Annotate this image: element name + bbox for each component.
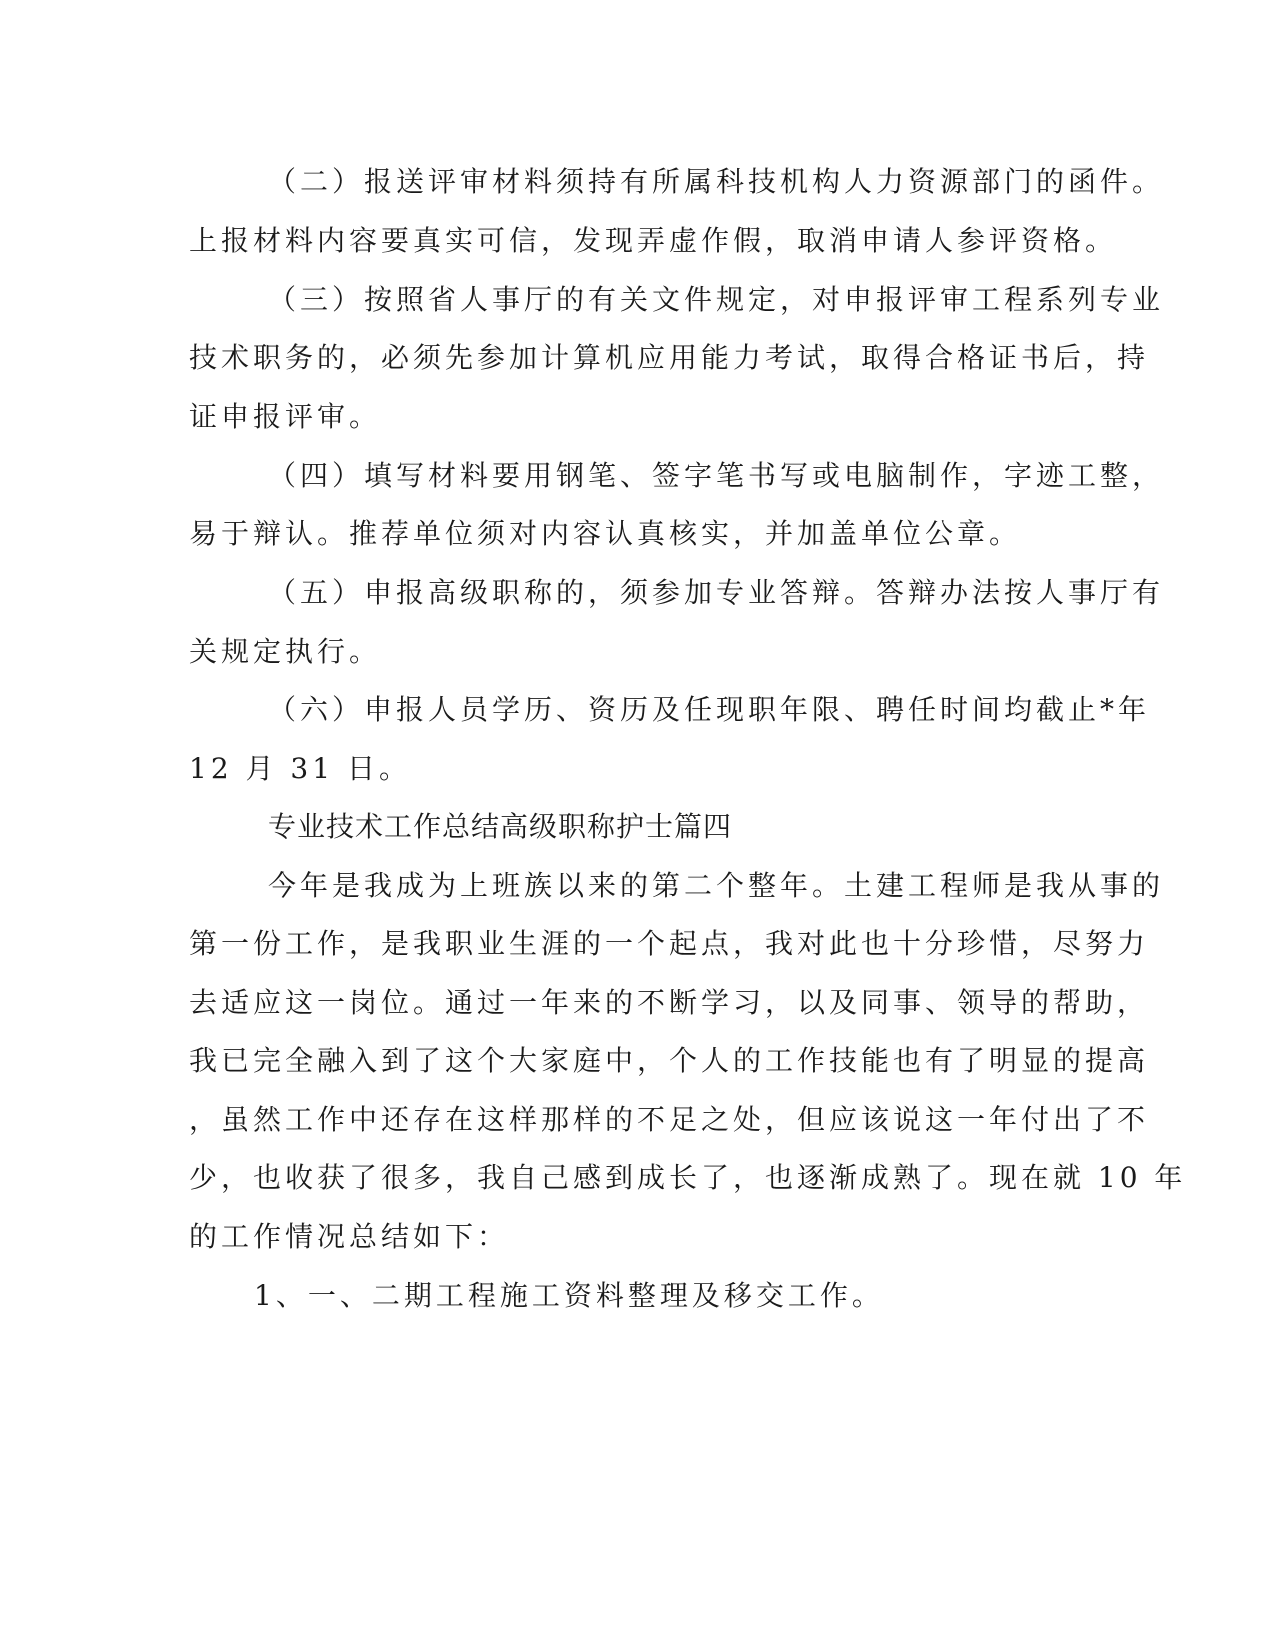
paragraph-line: 我已完全融入到了这个大家庭中，个人的工作技能也有了明显的提高 bbox=[189, 1044, 1150, 1077]
paragraph-line: （五）申报高级职称的，须参加专业答辩。答辩办法按人事厅有 bbox=[268, 576, 1165, 609]
paragraph-line: 易于辩认。推荐单位须对内容认真核实，并加盖单位公章。 bbox=[189, 517, 1022, 550]
paragraph-line: （二）报送评审材料须持有所属科技机构人力资源部门的函件。 bbox=[268, 165, 1165, 198]
paragraph-line: （四）填写材料要用钢笔、签字笔书写或电脑制作，字迹工整， bbox=[268, 459, 1165, 492]
paragraph-line: ，虽然工作中还存在这样那样的不足之处，但应该说这一年付出了不 bbox=[189, 1103, 1150, 1136]
paragraph-line: 上报材料内容要真实可信，发现弄虚作假，取消申请人参评资格。 bbox=[189, 224, 1118, 257]
paragraph-line: （六）申报人员学历、资历及任现职年限、聘任时间均截止*年 bbox=[268, 693, 1151, 726]
paragraph-line: 少，也收获了很多，我自己感到成长了，也逐渐成熟了。现在就 10 年 bbox=[189, 1161, 1187, 1194]
paragraph-line: 第一份工作，是我职业生涯的一个起点，我对此也十分珍惜，尽努力 bbox=[189, 927, 1150, 960]
paragraph-line: 技术职务的，必须先参加计算机应用能力考试，取得合格证书后，持 bbox=[189, 341, 1150, 374]
paragraph-line: 证申报评审。 bbox=[189, 400, 382, 433]
paragraph-line: 去适应这一岗位。通过一年来的不断学习，以及同事、领导的帮助， bbox=[189, 986, 1150, 1019]
list-item: 1、一、二期工程施工资料整理及移交工作。 bbox=[254, 1279, 884, 1312]
paragraph-line: 的工作情况总结如下： bbox=[189, 1220, 510, 1253]
paragraph-line: 12 月 31 日。 bbox=[189, 752, 411, 785]
paragraph-line: （三）按照省人事厅的有关文件规定，对申报评审工程系列专业 bbox=[268, 283, 1165, 316]
paragraph-line: 关规定执行。 bbox=[189, 635, 382, 668]
paragraph-line: 今年是我成为上班族以来的第二个整年。土建工程师是我从事的 bbox=[268, 869, 1165, 902]
section-heading: 专业技术工作总结高级职称护士篇四 bbox=[268, 810, 733, 843]
